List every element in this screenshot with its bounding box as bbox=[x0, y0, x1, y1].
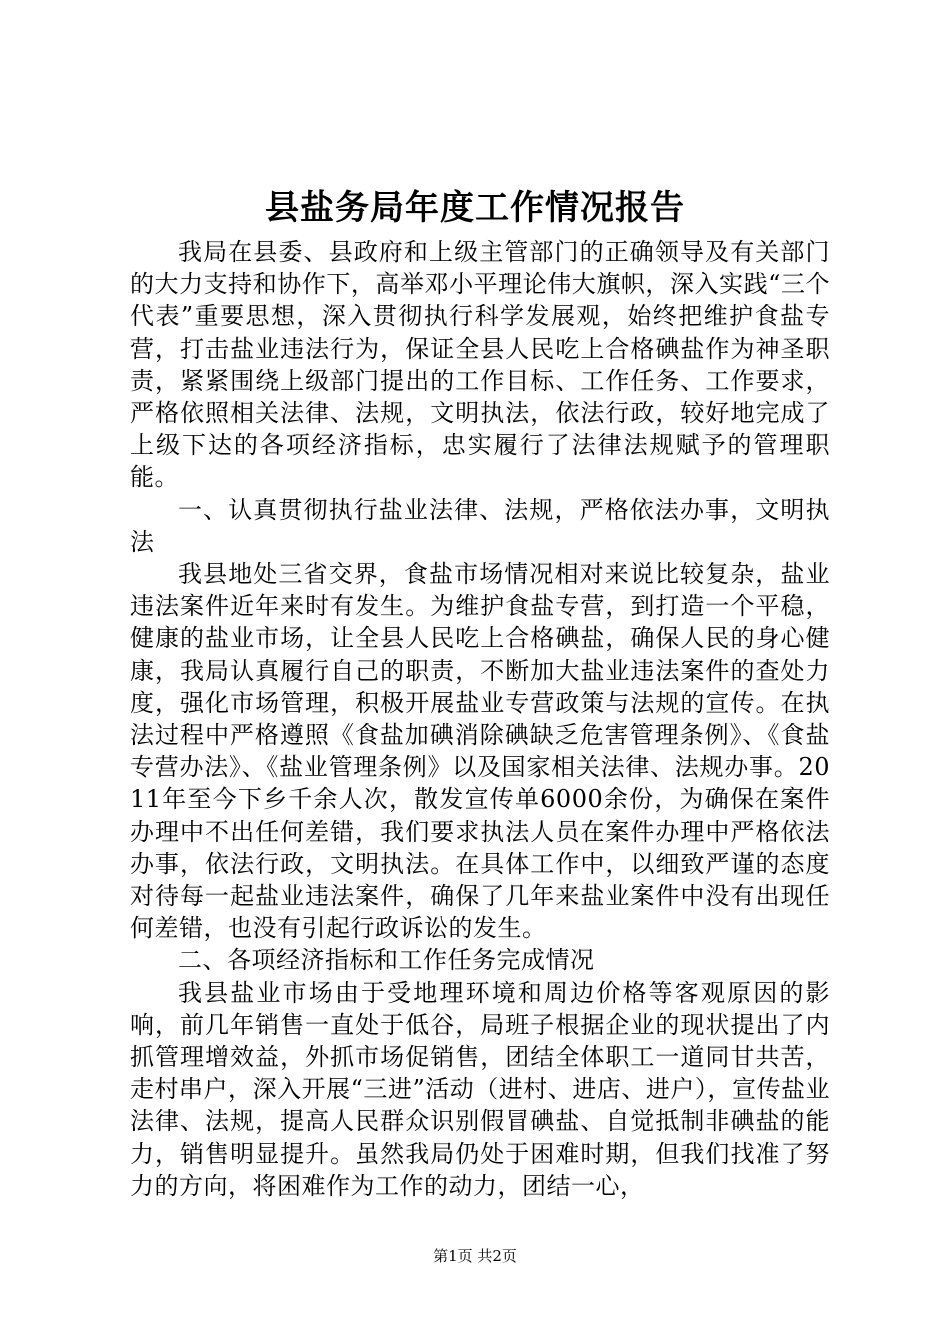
document-body bbox=[130, 236, 830, 1202]
page-footer: 第1页 共2页 bbox=[433, 1247, 517, 1265]
document-title: 县盐务局年度工作情况报告 bbox=[265, 188, 685, 228]
section-heading-1: 一、认真贯彻执行盐业法律、法规，严格依法办事，文明执法 bbox=[130, 495, 830, 556]
paragraph-section-1: 我县地处三省交界，食盐市场情况相对来说比较复杂，盐业违法案件近年来时有发生。为维护食盐专营，到打造一个平稳，健康的盐业市场，让全县人民吃上合格碘盐，确保人民的身心健康，我局认真履行自己的职责，不断加大盐业违法案件的查处力度，强化市场管理，积极开展盐业专营政策与法规的宣传。在执法过程中严格遵照《食盐加碘消除碘缺乏危害管理条例》、《食盐专营办法》、《盐业管理条例》以及国家相关法律、法规办事。2011年至今下乡千余人次，散发宣传单6000余份，为确保在案件办理中不出任何差错，我们要求执法人员在案件办理中严格依法办事，依法行政，文明执法。在具体工作中，以细致严谨的态度对待每一起盐业违法案件，确保了几年来盐业案件中没有出现任何差错，也没有引起行政诉讼的发生。 bbox=[130, 560, 830, 943]
paragraph-section-2: 我县盐业市场由于受地理环境和周边价格等客观原因的影响，前几年销售一直处于低谷，局班子根据企业的现状提出了内抓管理增效益，外抓市场促销售，团结全体职工一道同甘共苦，走村串户，深入开展“三进”活动（进村、进店、进户），宣传盐业法律、法规，提高人民群众识别假冒碘盐、自觉抵制非碘盐的能力，销售明显提升。虽然我局仍处于困难时期，但我们找准了努力的方向，将困难作为工作的动力，团结一心， bbox=[130, 978, 830, 1200]
section-heading-2: 二、各项经济指标和工作任务完成情况 bbox=[178, 946, 595, 975]
paragraph-intro: 我局在县委、县政府和上级主管部门的正确领导及有关部门的大力支持和协作下，高举邓小平理论伟大旗帜，深入实践“三个代表”重要思想，深入贯彻执行科学发展观，始终把维护食盐专营，打击盐业违法行为，保证全县人民吃上合格碘盐作为神圣职责，紧紧围绕上级部门提出的工作目标、工作任务、工作要求，严格依照相关法律、法规，文明执法，依法行政，较好地完成了上级下达的各项经济指标，忠实履行了法律法规赋予的管理职能。 bbox=[130, 238, 830, 492]
